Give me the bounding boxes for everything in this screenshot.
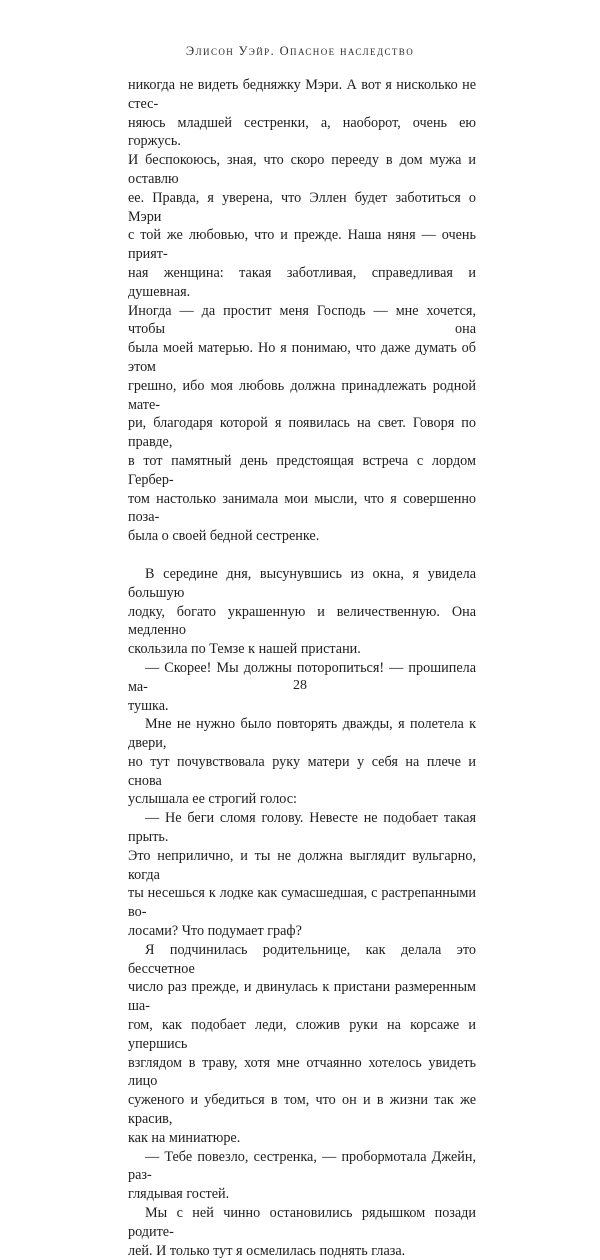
text-line: Иногда — да простит меня Господь — мне хочется, чтобы она xyxy=(128,302,476,338)
text-line: грешно, ибо моя любовь должна принадлежать родной мате- xyxy=(128,377,476,413)
text-line: услышала ее строгий голос: xyxy=(128,791,297,808)
paragraph xyxy=(128,76,476,546)
text-line: скользила по Темзе к нашей пристани. xyxy=(128,641,361,658)
page-number: 28 xyxy=(293,678,307,693)
running-head: Элисон Уэйр. Опасное наследство xyxy=(185,44,415,58)
text-line: — Тебе повезло, сестренка, — пробормотала Джейн, раз- xyxy=(128,1148,476,1184)
text-line: Мы с ней чинно остановились рядышком позади родите- xyxy=(128,1205,476,1240)
text-line: лодку, богато украшенную и величественную. Она медленно xyxy=(128,603,476,639)
body-text xyxy=(128,76,476,1260)
text-line: — Не беги сломя голову. Невесте не подобает такая прыть. xyxy=(128,810,476,846)
text-line: глядывая гостей. xyxy=(128,1186,230,1203)
text-line: няюсь младшей сестренки, а, наоборот, очень ею горжусь. xyxy=(128,114,476,150)
text-line: число раз прежде, и двинулась к пристани размеренным ша- xyxy=(128,979,476,1015)
text-line: в тот памятный день предстоящая встреча с лордом Гербер- xyxy=(128,452,476,488)
paragraph xyxy=(128,1148,476,1204)
text-line: с той же любовью, что и прежде. Наша няня — очень прият- xyxy=(128,227,476,263)
text-line: взглядом в траву, хотя мне отчаянно хотелось увидеть лицо xyxy=(128,1054,476,1090)
text-line: Мне не нужно было повторять дважды, я полетела к двери, xyxy=(128,716,476,752)
paragraph xyxy=(128,1204,476,1260)
text-line: но тут почувствовала руку матери у себя на плече и снова xyxy=(128,753,476,789)
text-line: суженого и убедиться в том, что он и в жизни так же красив, xyxy=(128,1092,476,1128)
text-line: И беспокоюсь, зная, что скоро перееду в дом мужа и оставлю xyxy=(128,152,476,187)
paragraph xyxy=(128,809,476,941)
text-line: никогда не видеть бедняжку Мэри. А вот я нисколько не стес- xyxy=(128,77,476,112)
text-line: ри, благодаря которой я появилась на свет. Говоря по правде, xyxy=(128,415,476,451)
text-line: была о своей бедной сестренке. xyxy=(128,528,320,545)
text-line: лей. И только тут я осмелилась поднять глаза. xyxy=(128,1242,406,1259)
text-line: ее. Правда, я уверена, что Эллен будет заботиться о Мэри xyxy=(128,189,476,225)
section-break xyxy=(128,546,476,565)
text-line: тушка. xyxy=(128,697,169,714)
text-line: как на миниатюре. xyxy=(128,1129,241,1146)
text-line: гом, как подобает леди, сложив руки на корсаже и упершись xyxy=(128,1017,476,1052)
text-line: том настолько занимала мои мысли, что я совершенно поза- xyxy=(128,490,476,526)
text-line: ная женщина: такая заботливая, справедливая и душевная. xyxy=(128,264,476,300)
text-line: лосами? Что подумает граф? xyxy=(128,923,302,940)
text-line: была моей матерью. Но я понимаю, что даже думать об этом xyxy=(128,340,476,375)
paragraph xyxy=(128,565,476,659)
text-line: Я подчинилась родительнице, как делала это бессчетное xyxy=(128,941,476,977)
paragraph xyxy=(128,941,476,1148)
text-line: ты несешься к лодке как сумасшедшая, с растрепанными во- xyxy=(128,885,476,921)
text-line: — Скорее! Мы должны поторопиться! — прошипела ма- xyxy=(128,659,476,695)
text-line: В середине дня, высунувшись из окна, я увидела большую xyxy=(128,565,476,601)
paragraph xyxy=(128,715,476,809)
text-line: Это неприлично, и ты не должна выглядит вульгарно, когда xyxy=(128,847,476,883)
